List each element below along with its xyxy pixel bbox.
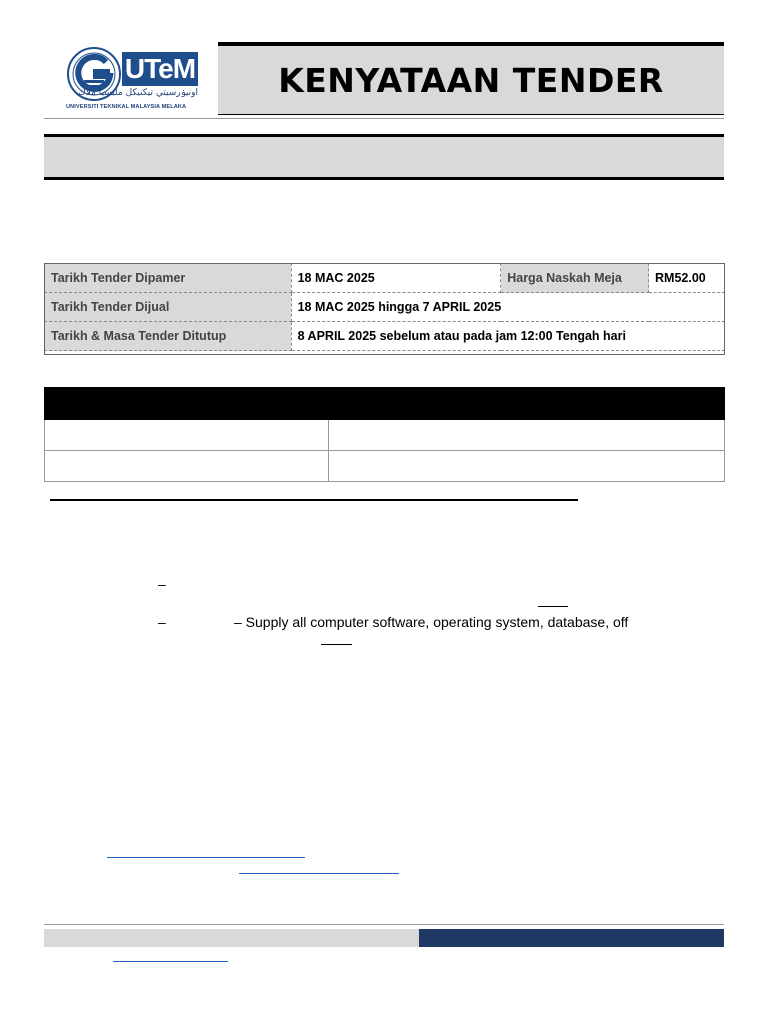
table-row [45, 322, 725, 351]
underline-mark [538, 606, 568, 607]
footer-link-underline[interactable] [113, 961, 228, 962]
table-cell [45, 420, 329, 451]
logo-university-name: UNIVERSITI TEKNIKAL MALAYSIA MELAKA [66, 104, 187, 110]
footer-divider [44, 924, 724, 925]
tender-info-table [44, 263, 725, 351]
supply-scope-text: – Supply all computer software, operating system, database, off [234, 614, 629, 630]
logo-brand-text: UTeM [122, 52, 198, 86]
closing-date-label: Tarikh & Masa Tender Ditutup [45, 322, 292, 351]
table-header-cell [45, 388, 329, 420]
link-underline[interactable] [107, 857, 305, 858]
footer-bar-navy [419, 929, 724, 947]
table-row [45, 451, 725, 482]
table-row [45, 420, 725, 451]
table-cell [328, 420, 724, 451]
table-row [45, 264, 725, 293]
list-dash: – [158, 614, 166, 630]
table-cell [45, 451, 329, 482]
table-header-row [45, 388, 725, 420]
title-bar [218, 42, 724, 115]
date-displayed-label: Tarikh Tender Dipamer [45, 264, 292, 293]
requirements-table [44, 387, 725, 482]
table-cell [328, 451, 724, 482]
table-header-cell [328, 388, 724, 420]
document-price-label: Harga Naskah Meja [501, 264, 649, 293]
list-dash: – [158, 576, 166, 592]
page-title: KENYATAAN TENDER [278, 60, 664, 100]
closing-date-value: 8 APRIL 2025 sebelum atau pada jam 12:00 Tengah hari [291, 322, 724, 351]
date-displayed-value: 18 MAC 2025 [291, 264, 501, 293]
header-divider [44, 118, 724, 119]
date-sold-value: 18 MAC 2025 hingga 7 APRIL 2025 [291, 293, 724, 322]
date-sold-label: Tarikh Tender Dijual [45, 293, 292, 322]
subject-band [44, 134, 724, 180]
link-underline[interactable] [239, 873, 399, 874]
logo-jawi-text: اونيۏرسيتي تيكنيكل مليسيا ملاك [78, 88, 198, 98]
utem-logo [64, 44, 200, 116]
table-row [45, 293, 725, 322]
footer-bar-grey [44, 929, 419, 947]
underline-mark [321, 644, 352, 645]
document-price-value: RM52.00 [649, 264, 725, 293]
section-divider [50, 499, 578, 501]
